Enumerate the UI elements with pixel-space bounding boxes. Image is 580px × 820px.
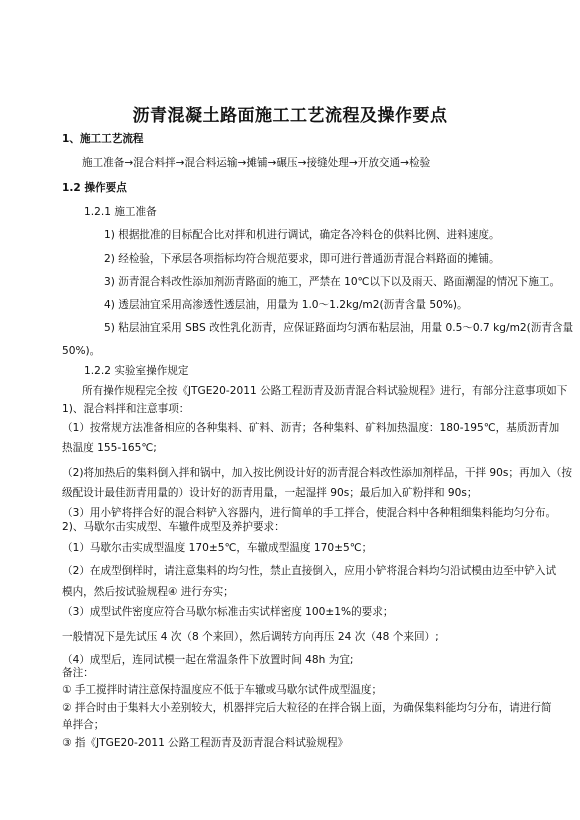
prep-item-5: 5) 粘层油宜采用 SBS 改性乳化沥青，应保证路面均匀洒布粘层油，用量 0.5～0.7 kg/m2(沥青含量: [104, 322, 574, 334]
subsection-heading-preparation: 1.2.1 施工准备: [84, 206, 157, 218]
marshall-item-2-cont: 模内，然后按试验规程④ 进行夯实；: [62, 586, 234, 598]
section-heading-process: 1、施工工艺流程: [62, 133, 144, 145]
subsection-heading-lab: 1.2.2 实验室操作规定: [84, 365, 189, 377]
marshall-note-compaction: 一般情况下是先试压 4 次（8 个来回），然后调转方向再压 24 次（48 个来回）;: [62, 631, 439, 643]
mix-item-1: （1）按常规方法准备相应的各种集料、矿料、沥青；各种集料、矿料加热温度：180-195℃，基质沥青加: [62, 422, 560, 434]
note-item-2: ② 拌合时由于集料大小差别较大，机器拌完后大粒径的在拌合锅上面，为确保集料能均匀分布，请进行简: [62, 702, 552, 714]
document-title: 沥青混凝土路面施工工艺流程及操作要点: [132, 106, 448, 126]
note-item-2-cont: 单拌合；: [62, 719, 105, 731]
mix-heading: 1)、混合料拌和注意事项：: [62, 403, 190, 415]
prep-item-1: 1) 根据批准的目标配合比对拌和机进行调试，确定各冷料仓的供料比例、进料速度。: [104, 229, 500, 241]
prep-item-3: 3) 沥青混合料改性添加剂沥青路面的施工，严禁在 10℃以下以及雨天、路面潮湿的情况下施工。: [104, 276, 561, 288]
note-item-3: ③ 指《JTGE20-2011 公路工程沥青及沥青混合料试验规程》: [62, 737, 349, 749]
prep-item-5-cont: 50%)。: [62, 345, 101, 357]
marshall-heading: 2)、马歇尔击实成型、车辙件成型及养护要求：: [62, 521, 285, 533]
mix-item-2: （2)将加热后的集料倒入拌和锅中，加入按比例设计好的沥青混合料改性添加剂样品，干拌 90s；再加入（按: [62, 467, 572, 479]
lab-intro: 所有操作规程完全按《JTGE20-2011 公路工程沥青及沥青混合料试验规程》进行，有部分注意事项如下: [82, 385, 568, 397]
marshall-item-4: （4）成型后，连同试模一起在常温条件下放置时间 48h 为宜;: [62, 654, 354, 666]
marshall-item-3: （3）成型试件密度应符合马歇尔标准击实试样密度 100±1%的要求；: [62, 606, 394, 618]
prep-item-4: 4) 透层油宜采用高渗透性透层油，用量为 1.0～1.2kg/m2(沥青含量 50%)。: [104, 299, 468, 311]
mix-item-3: （3）用小铲将拌合好的混合料铲入容器内，进行简单的手工拌合，使混合料中各种粗细集料能均匀分布。: [62, 507, 557, 519]
mix-item-1-cont: 热温度 155-165℃;: [62, 442, 157, 454]
mix-item-2-cont: 级配设计最佳沥青用量的）设计好的沥青用量，一起湿拌 90s；最后加入矿粉拌和 90s；: [62, 487, 478, 499]
note-item-1: ① 手工搅拌时请注意保持温度应不低于车辙或马歇尔试件成型温度；: [62, 684, 383, 696]
prep-item-2: 2) 经检验，下承层各项指标均符合规范要求，即可进行普通沥青混合料路面的摊铺。: [104, 253, 500, 265]
notes-heading: 备注：: [62, 667, 94, 679]
marshall-item-2: （2）在成型倒样时，请注意集料的均匀性，禁止直接倒入，应用小铲将混合料均匀沿试模由边至中铲入试: [62, 565, 557, 577]
section-heading-key-points: 1.2 操作要点: [62, 182, 127, 194]
marshall-item-1: （1）马歇尔击实成型温度 170±5℃，车辙成型温度 170±5℃；: [62, 542, 373, 554]
process-flow: 施工准备→混合料拌→混合料运输→摊铺→碾压→接缝处理→开放交通→检验: [82, 157, 431, 169]
